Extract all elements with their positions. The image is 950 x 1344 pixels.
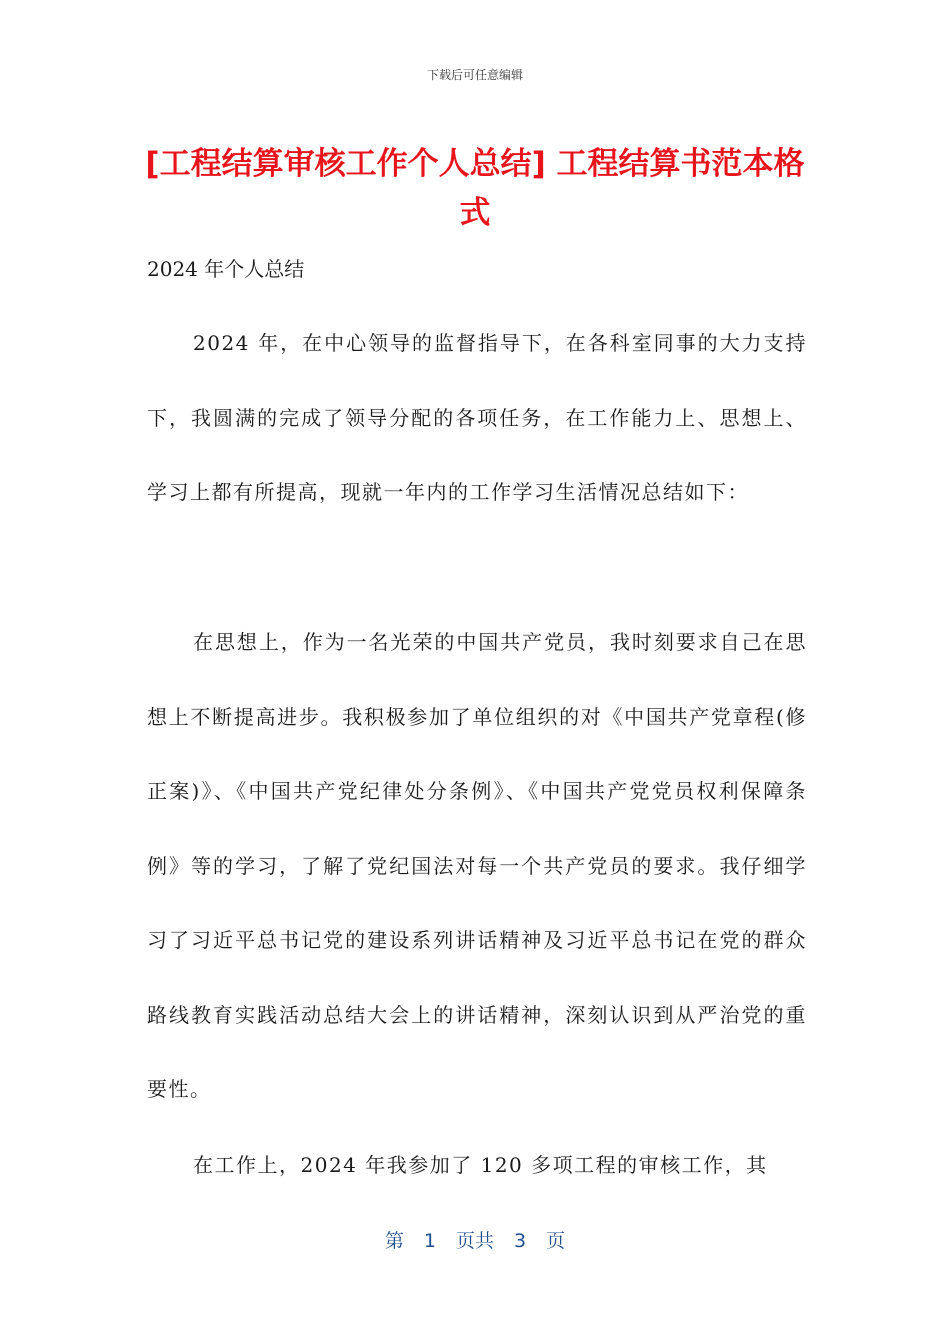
document-title: [工程结算审核工作个人总结] 工程结算书范本格式 bbox=[145, 146, 805, 231]
page-number-footer: 第 1 页共 3 页 bbox=[384, 1230, 566, 1252]
body-paragraph-intro: 2024 年，在中心领导的监督指导下，在各科室同事的大力支持下，我圆满的完成了领导分配的各项任务，在工作能力上、思想上、学习上都有所提高，现就一年内的工作学习生活情况总结如下： bbox=[147, 331, 807, 504]
document-subtitle: 2024 年个人总结 bbox=[147, 257, 305, 281]
body-paragraph-ideology: 在思想上，作为一名光荣的中国共产党员，我时刻要求自己在思想上不断提高进步。我积极参加了单位组织的对《中国共产党章程(修正案)》、《中国共产党纪律处分条例》、《中国共产党党员权利保障条例》等的学习，了解了党纪国法对每一个共产党员的要求。我仔细学习了习近平总书记党的建设系列讲话精神及习近平总书记在党的群众路线教育实践活动总结大会上的讲话精神，深刻认识到从严治党的重要性。 bbox=[147, 630, 807, 1101]
page-header-note: 下载后可任意编辑 bbox=[426, 68, 523, 82]
body-paragraph-work: 在工作上，2024 年我参加了 120 多项工程的审核工作，其 bbox=[193, 1153, 768, 1177]
